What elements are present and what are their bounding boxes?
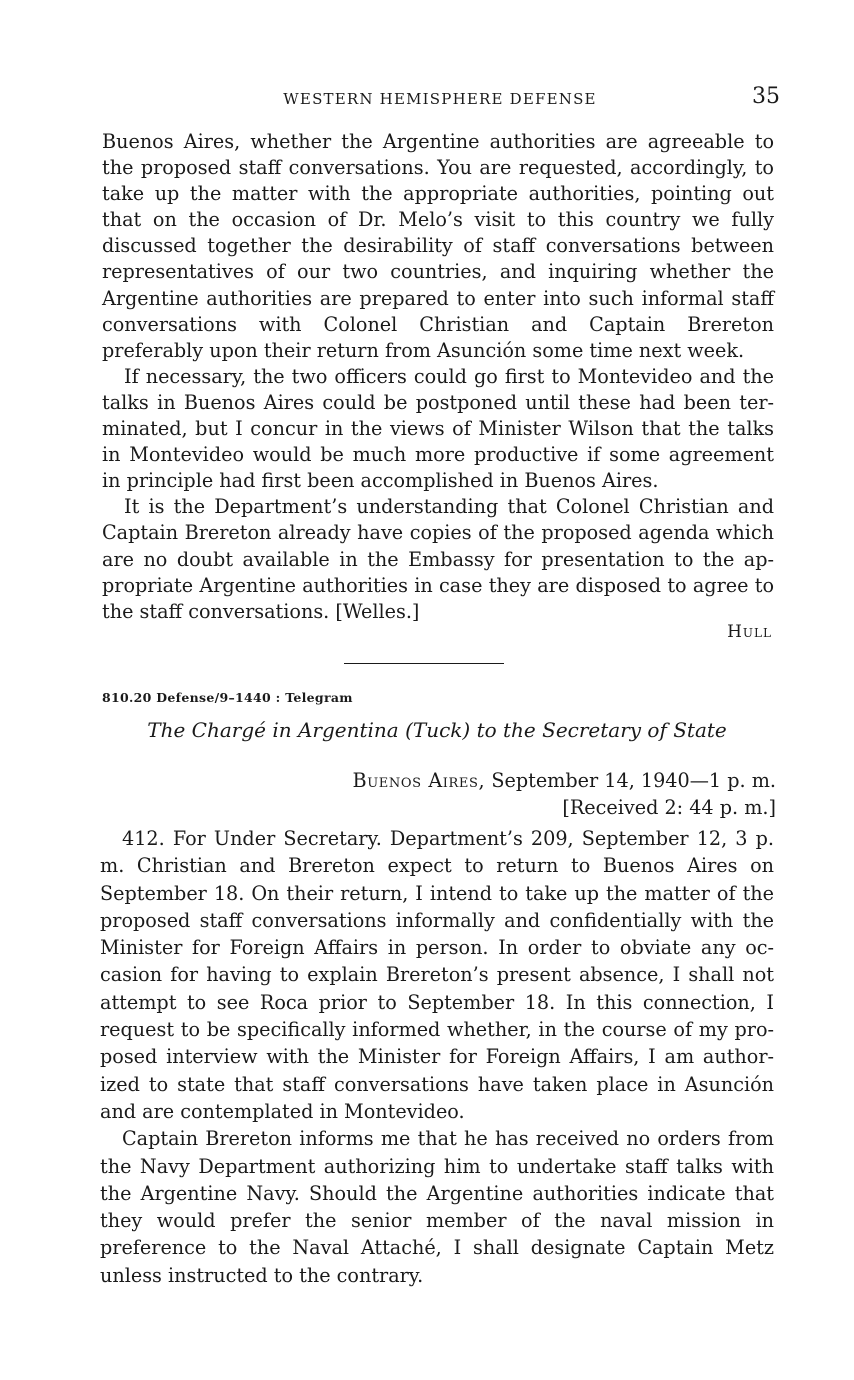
paragraph: If necessary, the two officers could go first to Montevideo and the talks in Buenos Aires could be postponed until these had been terminated, but I concur in the views of Minister Wilson that the talks in Montevideo would be much more productive if some agreement in principle had first been accomplished in Buenos Aires. — [102, 364, 774, 493]
dateline-place: Buenos Aires, — [352, 769, 486, 792]
continued-telegram-body — [102, 129, 774, 625]
paragraph: 412. For Under Secretary. Department’s 209, September 12, 3 p. m. Christian and Brereton expect to return to Buenos Aires on September 18. On their return, I intend to take up the matter of the proposed staff conversations informally and confidentially with the Minister for Foreign Affairs in person. In order to obviate any occasion for having to explain Brereton’s present absence, I shall not attempt to see Roca prior to September 18. In this connection, I request to be specifically informed whether, in the course of my proposed interview with the Minister for Foreign Affairs, I am authorized to state that staff conversations have taken place in Asunción and are contemplated in Montevideo. — [100, 827, 774, 1123]
paragraph: Captain Brereton informs me that he has received no orders from the Navy Department authorizing him to undertake staff talks with the Argentine Navy. Should the Argentine authorities indicate that they would prefer the senior member of the naval mission in preference to the Naval Attaché, I shall designate Captain Metz unless instructed to the contrary. — [100, 1127, 774, 1287]
dateline-line — [353, 768, 776, 795]
file-reference: 810.20 Defense/9–1440 : Telegram — [102, 690, 353, 705]
telegram-body — [100, 825, 774, 1289]
paragraph: It is the Department’s understanding that Colonel Christian and Captain Brereton already have copies of the proposed agenda which are no doubt available in the Embassy for presentation to the appropriate Argentine authorities in case they are disposed to agree to the staff conversations. [Welles.] — [102, 495, 774, 623]
running-title: WESTERN HEMISPHERE DEFENSE — [283, 90, 597, 108]
dateline — [353, 768, 776, 821]
document-title: The Chargé in Argentina (Tuck) to the Secretary of State — [147, 718, 727, 742]
section-divider — [344, 663, 504, 664]
paragraph: Buenos Aires, whether the Argentine authorities are agreeable to the proposed staff conversations. You are requested, accordingly, to take up the matter with the appropriate authorities, pointing out that on the occasion of Dr. Melo’s visit to this country we fully discussed together the desirability of staff conversations between representatives of our two countries, and inquiring whether the Argentine authorities are prepared to enter into such informal staff conversations with Colonel Christian and Captain Brereton preferably upon their return from Asunción some time next week. — [102, 130, 774, 362]
signature-hull: Hull — [727, 622, 772, 642]
received-time: [Received 2: 44 p. m.] — [562, 795, 776, 819]
page-number: 35 — [752, 84, 780, 109]
dateline-date: September 14, 1940—1 p. m. — [491, 769, 776, 792]
running-header — [100, 84, 780, 114]
